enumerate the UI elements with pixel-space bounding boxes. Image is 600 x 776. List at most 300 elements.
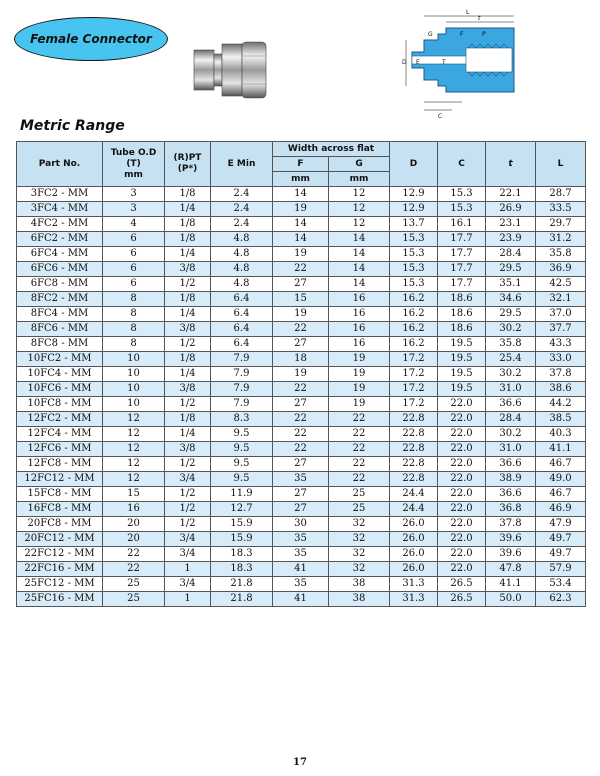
cell-rpt: 3/4 [165, 532, 211, 547]
cell-c: 22.0 [438, 502, 486, 517]
cell-l: 29.7 [536, 217, 586, 232]
cell-rpt: 1/2 [165, 457, 211, 472]
cell-tube-od: 16 [103, 502, 165, 517]
cell-g: 16 [329, 337, 390, 352]
table-row [17, 577, 586, 592]
cell-g: 16 [329, 322, 390, 337]
table-row [17, 472, 586, 487]
cell-l: 36.9 [536, 262, 586, 277]
cell-rpt: 1/2 [165, 487, 211, 502]
cell-f: 27 [273, 397, 329, 412]
cell-g: 38 [329, 592, 390, 607]
cell-d: 17.2 [390, 352, 438, 367]
cell-d: 31.3 [390, 592, 438, 607]
cell-t: 23.9 [486, 232, 536, 247]
cell-t: 41.1 [486, 577, 536, 592]
cell-g: 32 [329, 547, 390, 562]
cell-f: 19 [273, 247, 329, 262]
cell-d: 31.3 [390, 577, 438, 592]
cell-t: 50.0 [486, 592, 536, 607]
cell-tube-od: 10 [103, 397, 165, 412]
drawing-label-c: C [438, 113, 443, 120]
cell-f: 14 [273, 217, 329, 232]
table-row [17, 442, 586, 457]
cell-part-no: 10FC2 - MM [17, 352, 103, 367]
cell-t: 31.0 [486, 382, 536, 397]
cell-l: 42.5 [536, 277, 586, 292]
cell-f: 27 [273, 502, 329, 517]
cell-rpt: 1/2 [165, 277, 211, 292]
cell-l: 47.9 [536, 517, 586, 532]
cell-rpt: 3/4 [165, 577, 211, 592]
cell-c: 19.5 [438, 367, 486, 382]
cell-c: 19.5 [438, 382, 486, 397]
cell-f: 22 [273, 412, 329, 427]
cell-f: 27 [273, 457, 329, 472]
cell-c: 16.1 [438, 217, 486, 232]
cell-c: 22.0 [438, 547, 486, 562]
cell-f: 27 [273, 277, 329, 292]
header-l: L [536, 142, 586, 187]
table-row [17, 562, 586, 577]
cell-tube-od: 8 [103, 337, 165, 352]
cell-part-no: 22FC16 - MM [17, 562, 103, 577]
cell-l: 57.9 [536, 562, 586, 577]
cell-tube-od: 6 [103, 247, 165, 262]
cell-f: 14 [273, 232, 329, 247]
cell-t: 39.6 [486, 532, 536, 547]
cell-g: 14 [329, 232, 390, 247]
cell-f: 19 [273, 202, 329, 217]
cell-g: 32 [329, 517, 390, 532]
cell-g: 38 [329, 577, 390, 592]
cell-rpt: 3/8 [165, 382, 211, 397]
cell-l: 35.8 [536, 247, 586, 262]
drawing-label-e: E [416, 59, 420, 66]
cell-g: 25 [329, 487, 390, 502]
cell-part-no: 8FC4 - MM [17, 307, 103, 322]
cell-c: 22.0 [438, 412, 486, 427]
cell-tube-od: 8 [103, 307, 165, 322]
cell-d: 22.8 [390, 412, 438, 427]
cell-d: 15.3 [390, 232, 438, 247]
table-row [17, 277, 586, 292]
cell-g: 19 [329, 367, 390, 382]
table-row [17, 322, 586, 337]
cell-e-min: 2.4 [211, 217, 273, 232]
fitting-photo [192, 36, 268, 104]
cell-t: 30.2 [486, 367, 536, 382]
cell-t: 25.4 [486, 352, 536, 367]
cell-e-min: 4.8 [211, 262, 273, 277]
cell-c: 19.5 [438, 337, 486, 352]
header-g: G [329, 157, 390, 172]
cell-t: 39.6 [486, 547, 536, 562]
cell-tube-od: 6 [103, 262, 165, 277]
cell-part-no: 8FC2 - MM [17, 292, 103, 307]
cell-part-no: 15FC8 - MM [17, 487, 103, 502]
cell-part-no: 3FC2 - MM [17, 187, 103, 202]
table-row [17, 232, 586, 247]
cell-f: 27 [273, 337, 329, 352]
cell-t: 23.1 [486, 217, 536, 232]
cell-d: 12.9 [390, 202, 438, 217]
cell-l: 38.6 [536, 382, 586, 397]
cell-l: 33.0 [536, 352, 586, 367]
cell-f: 15 [273, 292, 329, 307]
cell-l: 62.3 [536, 592, 586, 607]
cell-part-no: 12FC4 - MM [17, 427, 103, 442]
header-c: C [438, 142, 486, 187]
table-row [17, 382, 586, 397]
cell-tube-od: 6 [103, 232, 165, 247]
cell-c: 17.7 [438, 262, 486, 277]
cell-f: 41 [273, 592, 329, 607]
cell-part-no: 10FC6 - MM [17, 382, 103, 397]
cell-tube-od: 25 [103, 577, 165, 592]
cell-d: 26.0 [390, 532, 438, 547]
cell-f: 19 [273, 307, 329, 322]
cell-rpt: 3/8 [165, 442, 211, 457]
cell-e-min: 18.3 [211, 547, 273, 562]
cell-tube-od: 6 [103, 277, 165, 292]
cell-e-min: 21.8 [211, 577, 273, 592]
cell-d: 12.9 [390, 187, 438, 202]
cell-rpt: 1/4 [165, 367, 211, 382]
cell-l: 49.0 [536, 472, 586, 487]
cell-g: 12 [329, 202, 390, 217]
cell-e-min: 7.9 [211, 367, 273, 382]
cell-d: 24.4 [390, 502, 438, 517]
cell-e-min: 9.5 [211, 442, 273, 457]
cell-l: 33.5 [536, 202, 586, 217]
cell-rpt: 1/8 [165, 352, 211, 367]
cell-c: 15.3 [438, 187, 486, 202]
dimensions-table [16, 141, 586, 607]
cell-c: 22.0 [438, 397, 486, 412]
table-row [17, 547, 586, 562]
cell-t: 35.1 [486, 277, 536, 292]
cell-part-no: 6FC4 - MM [17, 247, 103, 262]
cell-t: 29.5 [486, 307, 536, 322]
cell-e-min: 4.8 [211, 277, 273, 292]
cell-part-no: 12FC12 - MM [17, 472, 103, 487]
cell-rpt: 1/4 [165, 202, 211, 217]
table-row [17, 397, 586, 412]
cell-rpt: 1/2 [165, 397, 211, 412]
cell-tube-od: 10 [103, 367, 165, 382]
header-part-no: Part No. [17, 142, 103, 187]
cell-tube-od: 8 [103, 292, 165, 307]
cell-tube-od: 12 [103, 457, 165, 472]
cell-tube-od: 8 [103, 322, 165, 337]
cell-t: 37.8 [486, 517, 536, 532]
cell-c: 17.7 [438, 247, 486, 262]
cell-part-no: 6FC8 - MM [17, 277, 103, 292]
header-f: F [273, 157, 329, 172]
cell-d: 22.8 [390, 457, 438, 472]
cell-e-min: 7.9 [211, 397, 273, 412]
cell-t: 38.9 [486, 472, 536, 487]
cell-g: 22 [329, 457, 390, 472]
cell-c: 22.0 [438, 487, 486, 502]
cell-e-min: 4.8 [211, 232, 273, 247]
cell-d: 16.2 [390, 337, 438, 352]
cell-g: 25 [329, 502, 390, 517]
header-width-across-flat: Width across flat [273, 142, 390, 157]
table-row [17, 202, 586, 217]
table-row [17, 292, 586, 307]
cell-tube-od: 12 [103, 427, 165, 442]
cell-l: 49.7 [536, 532, 586, 547]
cell-e-min: 11.9 [211, 487, 273, 502]
table-body [17, 187, 586, 607]
cell-part-no: 16FC8 - MM [17, 502, 103, 517]
cell-part-no: 12FC8 - MM [17, 457, 103, 472]
cell-l: 31.2 [536, 232, 586, 247]
drawing-label-d: D [402, 59, 407, 66]
table-row [17, 217, 586, 232]
technical-drawing [402, 6, 522, 126]
cell-part-no: 4FC2 - MM [17, 217, 103, 232]
header-f-unit: mm [273, 172, 329, 187]
cell-e-min: 9.5 [211, 457, 273, 472]
cell-g: 32 [329, 562, 390, 577]
cell-e-min: 15.9 [211, 532, 273, 547]
cell-l: 41.1 [536, 442, 586, 457]
cell-part-no: 10FC4 - MM [17, 367, 103, 382]
header-d: D [390, 142, 438, 187]
cell-t: 36.8 [486, 502, 536, 517]
header-e-min: E Min [211, 142, 273, 187]
cell-g: 12 [329, 217, 390, 232]
table-row [17, 457, 586, 472]
header-tube-od [103, 142, 165, 187]
cell-c: 22.0 [438, 442, 486, 457]
cell-c: 18.6 [438, 322, 486, 337]
cell-l: 40.3 [536, 427, 586, 442]
cell-c: 22.0 [438, 532, 486, 547]
cell-f: 35 [273, 472, 329, 487]
cell-tube-od: 15 [103, 487, 165, 502]
cell-tube-od: 20 [103, 517, 165, 532]
header-t [486, 142, 536, 187]
cell-t: 22.1 [486, 187, 536, 202]
cell-part-no: 22FC12 - MM [17, 547, 103, 562]
cell-f: 19 [273, 367, 329, 382]
cell-t: 28.4 [486, 247, 536, 262]
cell-l: 46.7 [536, 487, 586, 502]
cell-d: 15.3 [390, 262, 438, 277]
cell-g: 16 [329, 307, 390, 322]
cell-rpt: 3/8 [165, 322, 211, 337]
cell-l: 46.7 [536, 457, 586, 472]
cell-tube-od: 10 [103, 382, 165, 397]
table-row [17, 337, 586, 352]
cell-c: 22.0 [438, 517, 486, 532]
cell-rpt: 1/8 [165, 412, 211, 427]
cell-tube-od: 12 [103, 442, 165, 457]
cell-t: 31.0 [486, 442, 536, 457]
cell-l: 53.4 [536, 577, 586, 592]
header-rpt [165, 142, 211, 187]
cell-part-no: 6FC6 - MM [17, 262, 103, 277]
header-tube-od-line2: (T) [126, 158, 141, 169]
cell-part-no: 3FC4 - MM [17, 202, 103, 217]
cell-e-min: 6.4 [211, 292, 273, 307]
table-row [17, 532, 586, 547]
cell-d: 16.2 [390, 322, 438, 337]
cell-e-min: 18.3 [211, 562, 273, 577]
cell-e-min: 7.9 [211, 382, 273, 397]
cell-rpt: 1/2 [165, 337, 211, 352]
header-tube-od-line3: mm [124, 169, 143, 180]
cell-d: 17.2 [390, 367, 438, 382]
header-t-label: t [508, 158, 513, 169]
cell-f: 14 [273, 187, 329, 202]
cell-rpt: 1 [165, 562, 211, 577]
cell-g: 32 [329, 532, 390, 547]
cell-g: 22 [329, 472, 390, 487]
cell-f: 35 [273, 532, 329, 547]
cell-c: 22.0 [438, 427, 486, 442]
cell-c: 26.5 [438, 592, 486, 607]
cell-t: 30.2 [486, 427, 536, 442]
cell-rpt: 1/8 [165, 217, 211, 232]
cell-part-no: 8FC8 - MM [17, 337, 103, 352]
cell-e-min: 8.3 [211, 412, 273, 427]
cell-g: 12 [329, 187, 390, 202]
cell-d: 26.0 [390, 547, 438, 562]
cell-e-min: 6.4 [211, 307, 273, 322]
cell-d: 17.2 [390, 382, 438, 397]
table-row [17, 262, 586, 277]
product-title: Female Connector [30, 32, 152, 46]
cell-tube-od: 3 [103, 187, 165, 202]
cell-g: 22 [329, 442, 390, 457]
cell-t: 47.8 [486, 562, 536, 577]
cell-d: 16.2 [390, 292, 438, 307]
cell-c: 22.0 [438, 562, 486, 577]
cell-d: 22.8 [390, 442, 438, 457]
header-rpt-line2: (P*) [177, 164, 198, 174]
cell-rpt: 1/4 [165, 427, 211, 442]
cell-e-min: 9.5 [211, 472, 273, 487]
cell-rpt: 1 [165, 592, 211, 607]
cell-rpt: 1/8 [165, 232, 211, 247]
header-rpt-line1: (R)PT [173, 153, 202, 163]
cell-l: 28.7 [536, 187, 586, 202]
cell-part-no: 20FC12 - MM [17, 532, 103, 547]
cell-t: 36.6 [486, 397, 536, 412]
table-row [17, 367, 586, 382]
cell-d: 22.8 [390, 472, 438, 487]
cell-t: 35.8 [486, 337, 536, 352]
cell-rpt: 3/8 [165, 262, 211, 277]
cell-l: 32.1 [536, 292, 586, 307]
cell-l: 46.9 [536, 502, 586, 517]
cell-rpt: 1/4 [165, 247, 211, 262]
cell-d: 16.2 [390, 307, 438, 322]
cell-d: 15.3 [390, 247, 438, 262]
table-row [17, 502, 586, 517]
cell-c: 18.6 [438, 307, 486, 322]
cell-f: 22 [273, 382, 329, 397]
cell-rpt: 3/4 [165, 547, 211, 562]
cell-t: 26.9 [486, 202, 536, 217]
cell-e-min: 15.9 [211, 517, 273, 532]
page-number: 17 [293, 757, 307, 768]
cell-e-min: 12.7 [211, 502, 273, 517]
cell-l: 43.3 [536, 337, 586, 352]
cell-part-no: 25FC16 - MM [17, 592, 103, 607]
cell-rpt: 3/4 [165, 472, 211, 487]
cell-d: 17.2 [390, 397, 438, 412]
header-tube-od-line1: Tube O.D [110, 147, 157, 158]
cell-rpt: 1/2 [165, 502, 211, 517]
cell-g: 22 [329, 427, 390, 442]
cell-part-no: 20FC8 - MM [17, 517, 103, 532]
cell-e-min: 6.4 [211, 322, 273, 337]
drawing-label-t: t [478, 15, 481, 22]
cell-part-no: 25FC12 - MM [17, 577, 103, 592]
cell-tube-od: 4 [103, 217, 165, 232]
cell-d: 22.8 [390, 427, 438, 442]
cell-t: 30.2 [486, 322, 536, 337]
cell-e-min: 4.8 [211, 247, 273, 262]
cell-g: 19 [329, 397, 390, 412]
table-row [17, 517, 586, 532]
cell-c: 26.5 [438, 577, 486, 592]
cell-tube-od: 10 [103, 352, 165, 367]
cell-tube-od: 20 [103, 532, 165, 547]
table-row [17, 352, 586, 367]
cell-part-no: 8FC6 - MM [17, 322, 103, 337]
cell-f: 18 [273, 352, 329, 367]
table-row [17, 187, 586, 202]
cell-f: 22 [273, 442, 329, 457]
cell-tube-od: 3 [103, 202, 165, 217]
cell-f: 30 [273, 517, 329, 532]
cell-tube-od: 12 [103, 472, 165, 487]
cell-l: 44.2 [536, 397, 586, 412]
cell-part-no: 6FC2 - MM [17, 232, 103, 247]
cell-tube-od: 22 [103, 547, 165, 562]
cell-e-min: 7.9 [211, 352, 273, 367]
cell-e-min: 2.4 [211, 202, 273, 217]
table-row [17, 307, 586, 322]
table-row [17, 592, 586, 607]
cell-l: 37.7 [536, 322, 586, 337]
cell-c: 22.0 [438, 457, 486, 472]
cell-e-min: 6.4 [211, 337, 273, 352]
cell-g: 14 [329, 262, 390, 277]
cell-part-no: 10FC8 - MM [17, 397, 103, 412]
cell-g: 16 [329, 292, 390, 307]
cell-t: 34.6 [486, 292, 536, 307]
cell-d: 26.0 [390, 562, 438, 577]
cell-t: 29.5 [486, 262, 536, 277]
cell-f: 22 [273, 322, 329, 337]
cell-d: 24.4 [390, 487, 438, 502]
cell-rpt: 1/2 [165, 517, 211, 532]
cell-rpt: 1/4 [165, 307, 211, 322]
cell-part-no: 12FC2 - MM [17, 412, 103, 427]
cell-d: 26.0 [390, 517, 438, 532]
cell-part-no: 12FC6 - MM [17, 442, 103, 457]
cell-tube-od: 12 [103, 412, 165, 427]
cell-t: 36.6 [486, 487, 536, 502]
